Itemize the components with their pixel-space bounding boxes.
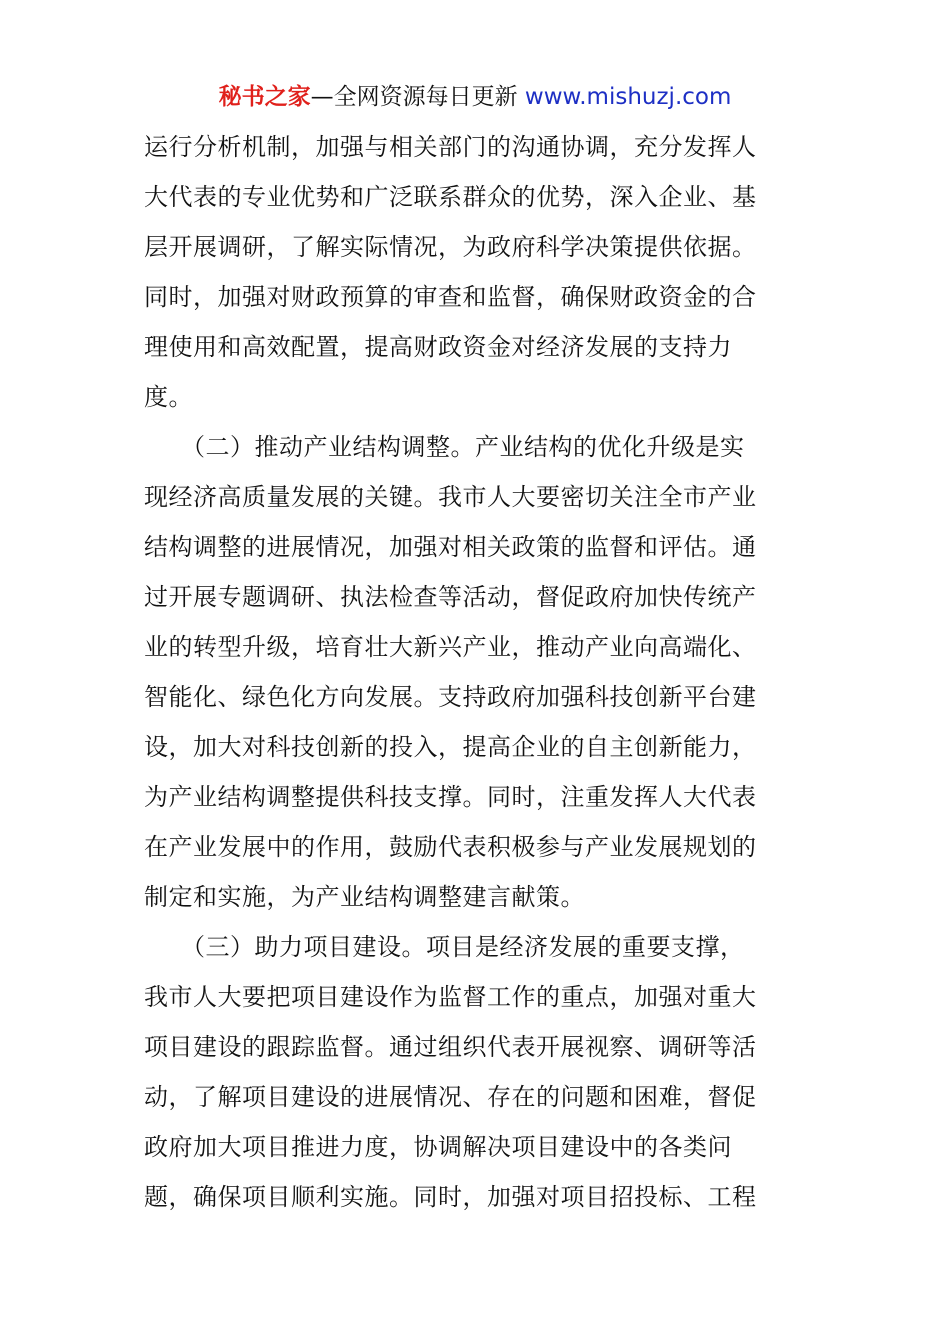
header-tagline: —全网资源每日更新: [310, 84, 525, 110]
text-line: 运行分析机制，加强与相关部门的沟通协调，充分发挥人: [144, 133, 757, 161]
text-line: 智能化、绿色化方向发展。支持政府加强科技创新平台建: [144, 683, 757, 711]
brand-name: 秘书之家: [218, 84, 311, 110]
website-link[interactable]: www.mishuzj.com: [524, 84, 732, 110]
text-line: （二）推动产业结构调整。产业结构的优化升级是实: [144, 433, 745, 461]
text-line: 业的转型升级，培育壮大新兴产业，推动产业向高端化、: [144, 633, 757, 661]
text-line: 我市人大要把项目建设作为监督工作的重点，加强对重大: [144, 983, 757, 1011]
text-line: 项目建设的跟踪监督。通过组织代表开展视察、调研等活: [144, 1033, 757, 1061]
document-body: [144, 122, 808, 1222]
text-line: 过开展专题调研、执法检查等活动，督促政府加快传统产: [144, 583, 757, 611]
text-line: 设，加大对科技创新的投入，提高企业的自主创新能力，: [144, 733, 757, 761]
text-line: 理使用和高效配置，提高财政资金对经济发展的支持力: [144, 333, 732, 361]
page-header: [0, 80, 950, 114]
text-line: 政府加大项目推进力度，协调解决项目建设中的各类问: [144, 1133, 732, 1161]
text-line: （三）助力项目建设。项目是经济发展的重要支撑，: [144, 933, 745, 961]
text-line: 度。: [144, 383, 193, 411]
text-line: 题，确保项目顺利实施。同时，加强对项目招投标、工程: [144, 1183, 757, 1211]
text-line: 大代表的专业优势和广泛联系群众的优势，深入企业、基: [144, 183, 757, 211]
text-line: 同时，加强对财政预算的审查和监督，确保财政资金的合: [144, 283, 757, 311]
text-line: 制定和实施，为产业结构调整建言献策。: [144, 883, 585, 911]
text-line: 动，了解项目建设的进展情况、存在的问题和困难，督促: [144, 1083, 757, 1111]
text-line: 在产业发展中的作用，鼓励代表积极参与产业发展规划的: [144, 833, 757, 861]
text-line: 为产业结构调整提供科技支撑。同时，注重发挥人大代表: [144, 783, 757, 811]
text-line: 结构调整的进展情况，加强对相关政策的监督和评估。通: [144, 533, 757, 561]
text-line: 层开展调研，了解实际情况，为政府科学决策提供依据。: [144, 233, 757, 261]
text-line: 现经济高质量发展的关键。我市人大要密切关注全市产业: [144, 483, 757, 511]
